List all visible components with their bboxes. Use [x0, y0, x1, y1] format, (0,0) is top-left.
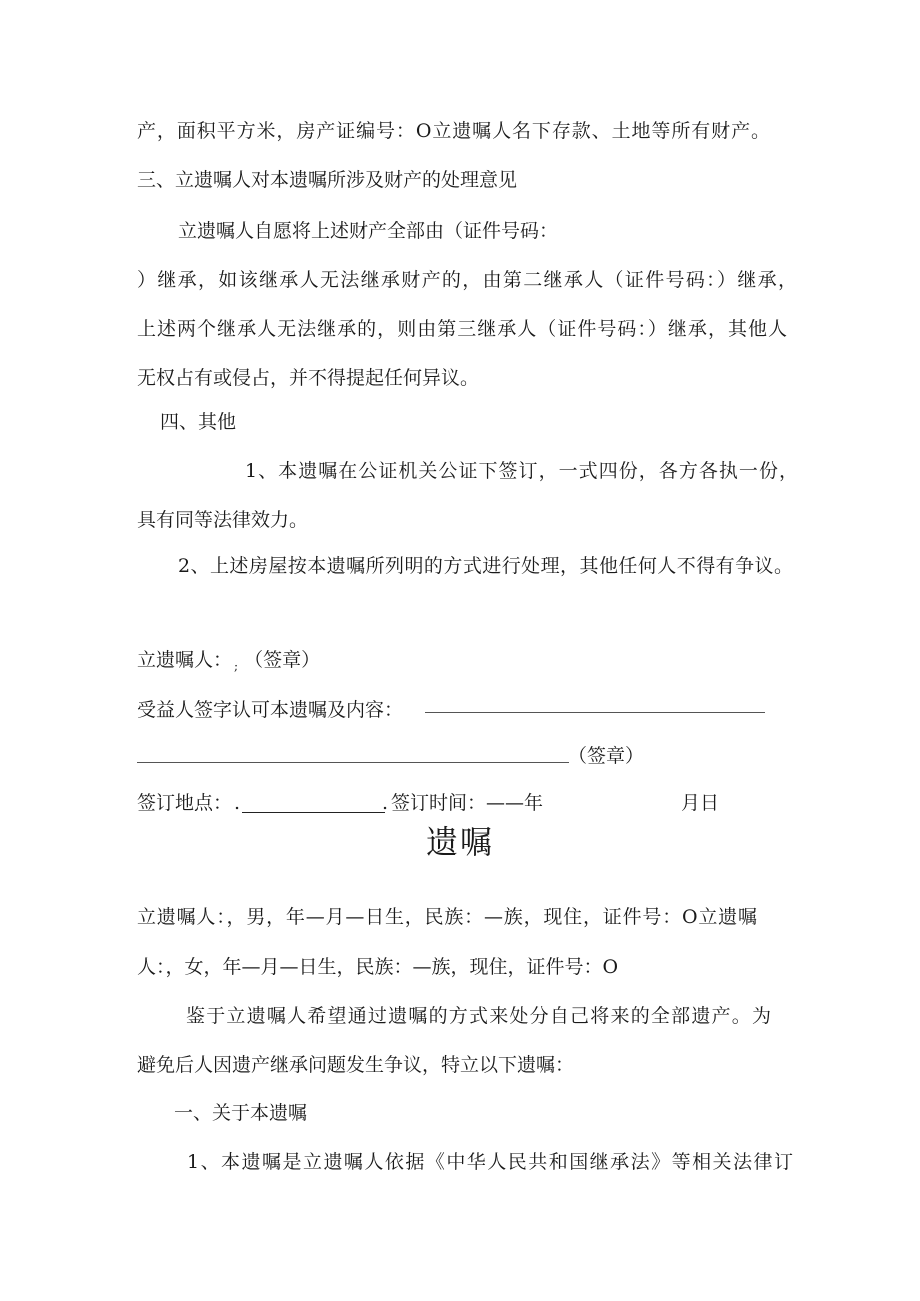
paragraph-about-will-item-1: 1、本遗嘱是立遗嘱人依据《中华人民共和国继承法》等相关法律订 [187, 1151, 793, 1173]
paragraph-other-item-1-cont: 具有同等法律效力。 [137, 509, 309, 531]
paragraph-preamble-cont: 避免后人因遗产继承问题发生争议，特立以下遗嘱： [137, 1054, 575, 1076]
beneficiary-label: 受益人签字认可本遗嘱及内容： [137, 699, 404, 721]
paragraph-inheritance-line-3: 上述两个继承人无法继承的，则由第三继承人（证件号码：）继承，其他人 [137, 318, 787, 340]
paragraph-testator-male: 立遗嘱人：，男，年—月—日生，民族：—族，现住，证件号：O立遗嘱 [137, 906, 757, 928]
paragraph-inheritance-line-2: ）继承，如该继承人无法继承财产的，由第二继承人（证件号码：）继承， [137, 269, 797, 291]
testator-seal-label: （签章） [244, 649, 321, 671]
signing-place-dot-right: . [382, 792, 389, 814]
signing-place-label: 签订地点： [137, 792, 233, 814]
signing-time-month-day: 月日 [681, 792, 720, 814]
paragraph-inheritance-intro: 立遗嘱人自愿将上述财产全部由（证件号码： [178, 220, 559, 242]
document-title: 遗嘱 [425, 823, 494, 861]
paragraph-other-item-2: 2、上述房屋按本遗嘱所列明的方式进行处理，其他任何人不得有争议。 [178, 555, 793, 577]
beneficiary-signature-blank [425, 712, 765, 713]
paragraph-property-line: 产，面积平方米，房产证编号：O立遗嘱人名下存款、土地等所有财产。 [137, 120, 770, 142]
paragraph-testator-female: 人：，女，年—月—日生，民族：—族，现住，证件号：O [137, 956, 619, 978]
paragraph-inheritance-line-4: 无权占有或侵占，并不得提起任何异议。 [137, 367, 480, 389]
section-heading-one: 一、关于本遗嘱 [174, 1102, 308, 1124]
paragraph-other-item-1: 1、本遗嘱在公证机关公证下签订，一式四份，各方各执一份， [245, 460, 798, 482]
paragraph-preamble: 鉴于立遗嘱人希望通过遗嘱的方式来处分自己将来的全部遗产。为 [186, 1005, 771, 1027]
signing-time-label: 签订时间：——年 [391, 792, 544, 814]
beneficiary-seal-label: （签章） [568, 745, 645, 767]
section-heading-three: 三、立遗嘱人对本遗嘱所涉及财产的处理意见 [137, 169, 518, 191]
beneficiary-signature-blank-2 [137, 762, 569, 763]
testator-signature-line [137, 647, 320, 679]
section-heading-four: 四、其他 [160, 411, 237, 433]
signing-place-blank [242, 812, 385, 813]
testator-signature-label: 立遗嘱人： [137, 649, 233, 671]
testator-signature-mark: ; [234, 659, 239, 673]
signing-place-dot-left: . [234, 792, 241, 814]
